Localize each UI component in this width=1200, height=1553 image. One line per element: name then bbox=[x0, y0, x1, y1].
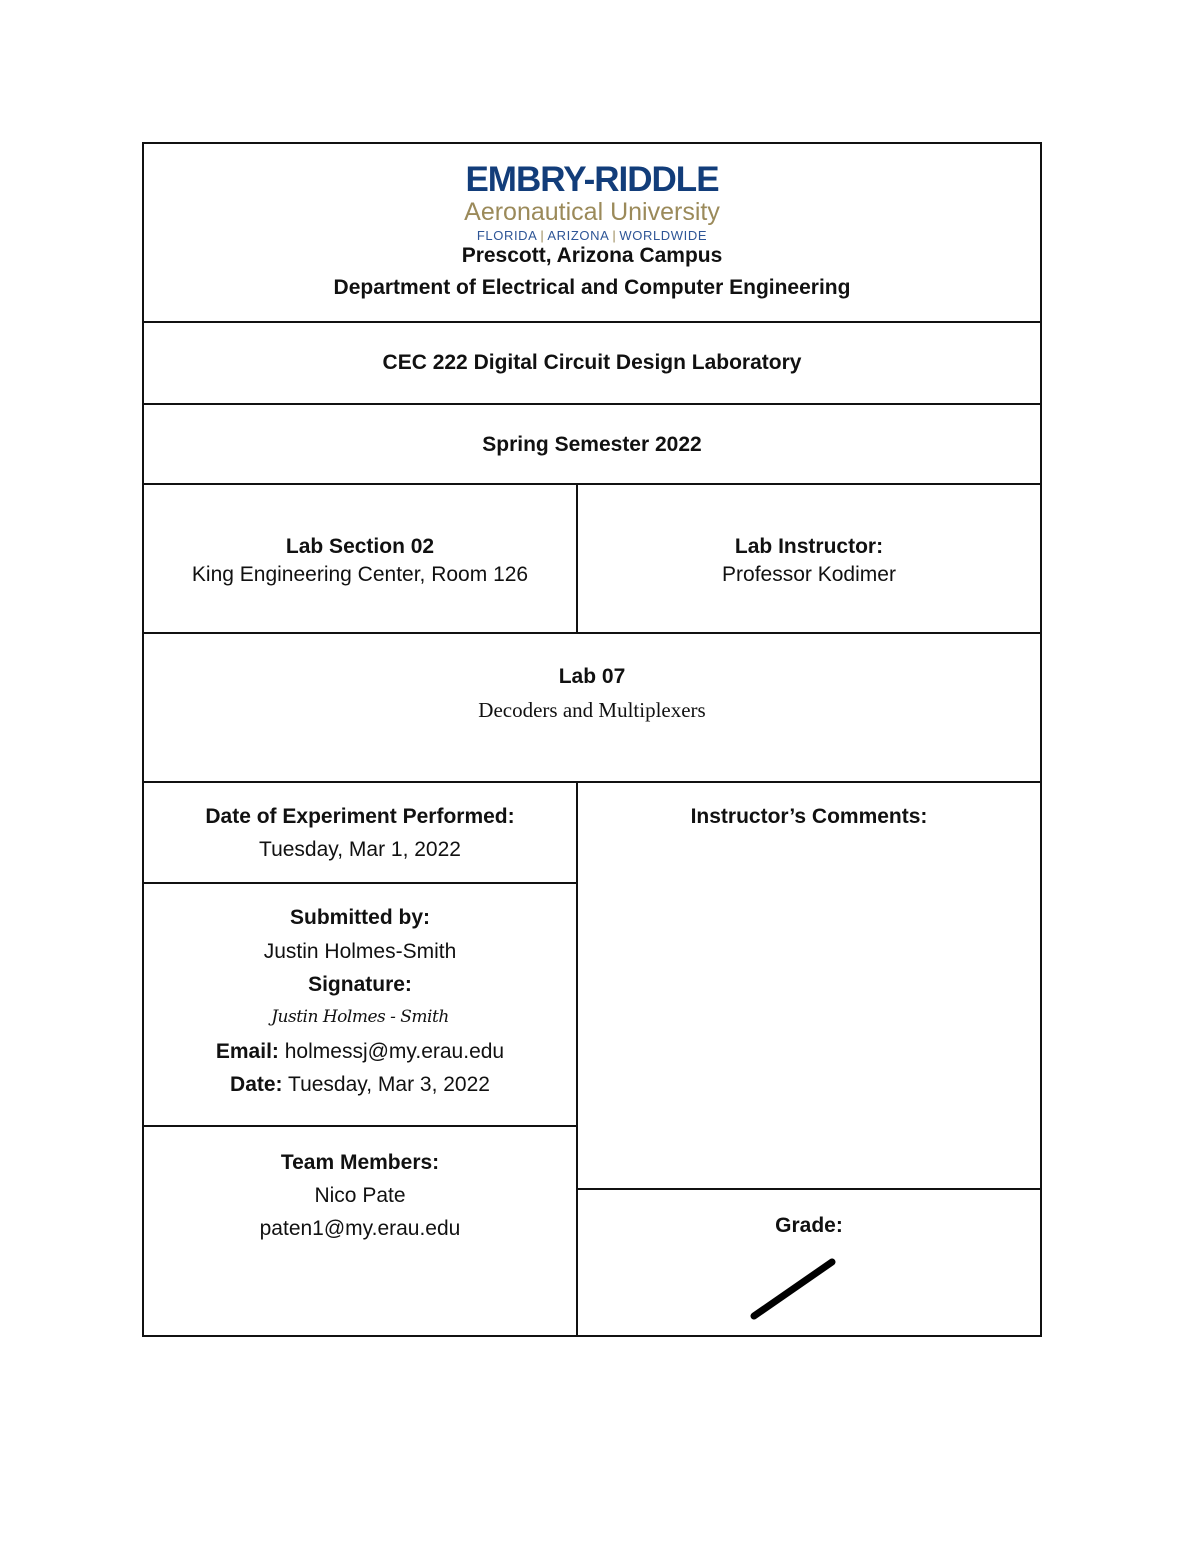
submitter-name: Justin Holmes-Smith bbox=[263, 940, 457, 963]
location-separator: | bbox=[540, 228, 545, 243]
logo-locations bbox=[144, 228, 1040, 243]
university-logo bbox=[144, 162, 1040, 243]
logo-wordmark: EMBRY-RIDDLE bbox=[465, 160, 719, 199]
lab-instructor-label: Lab Instructor: bbox=[734, 535, 884, 558]
semester-cell bbox=[142, 403, 1042, 485]
course-title: CEC 222 Digital Circuit Design Laboratory bbox=[382, 351, 802, 374]
grade-label: Grade: bbox=[775, 1214, 843, 1237]
signature-label: Signature: bbox=[308, 973, 412, 996]
lab-cell bbox=[142, 632, 1042, 783]
slash-mark-icon bbox=[748, 1256, 838, 1322]
lab-section-label: Lab Section 02 bbox=[285, 535, 435, 558]
instructor-comments-cell bbox=[576, 781, 1042, 1190]
course-cell bbox=[142, 321, 1042, 405]
lab-section-cell bbox=[142, 483, 578, 634]
experiment-date-value: Tuesday, Mar 1, 2022 bbox=[259, 838, 461, 861]
location-florida: FLORIDA bbox=[476, 228, 538, 243]
submission-date-line bbox=[144, 1073, 576, 1097]
department-name: Department of Electrical and Computer Engineering bbox=[333, 276, 851, 299]
lab-instructor-name: Professor Kodimer bbox=[722, 563, 896, 586]
submission-date-value: Tuesday, Mar 3, 2022 bbox=[288, 1073, 490, 1096]
experiment-date-label: Date of Experiment Performed: bbox=[205, 805, 515, 828]
location-separator: | bbox=[612, 228, 617, 243]
header-cell bbox=[142, 142, 1042, 323]
team-member-name: Nico Pate bbox=[314, 1184, 406, 1207]
team-members-label: Team Members: bbox=[280, 1151, 440, 1174]
experiment-date-cell bbox=[142, 781, 578, 884]
campus-name: Prescott, Arizona Campus bbox=[461, 244, 723, 267]
submission-date-label: Date: bbox=[230, 1073, 283, 1096]
cover-sheet bbox=[142, 142, 1042, 1337]
team-members-cell bbox=[142, 1125, 578, 1337]
submitted-by-label: Submitted by: bbox=[290, 906, 430, 929]
submission-cell bbox=[142, 882, 578, 1127]
logo-subtitle: Aeronautical University bbox=[464, 198, 720, 226]
team-member-email: paten1@my.erau.edu bbox=[259, 1217, 461, 1240]
instructor-comments-label: Instructor’s Comments: bbox=[690, 805, 928, 828]
lab-title: Decoders and Multiplexers bbox=[478, 698, 706, 722]
handwritten-signature: Justin Holmes - Smith bbox=[271, 1007, 449, 1027]
email-label: Email: bbox=[215, 1040, 279, 1063]
lab-instructor-cell bbox=[576, 483, 1042, 634]
grade-cell bbox=[576, 1188, 1042, 1337]
location-worldwide: WORLDWIDE bbox=[619, 228, 708, 243]
location-arizona: ARIZONA bbox=[547, 228, 610, 243]
lab-number: Lab 07 bbox=[558, 665, 626, 688]
email-value: holmessj@my.erau.edu bbox=[284, 1040, 505, 1063]
email-line bbox=[144, 1040, 576, 1064]
lab-section-location: King Engineering Center, Room 126 bbox=[191, 563, 529, 586]
semester-title: Spring Semester 2022 bbox=[482, 433, 702, 456]
